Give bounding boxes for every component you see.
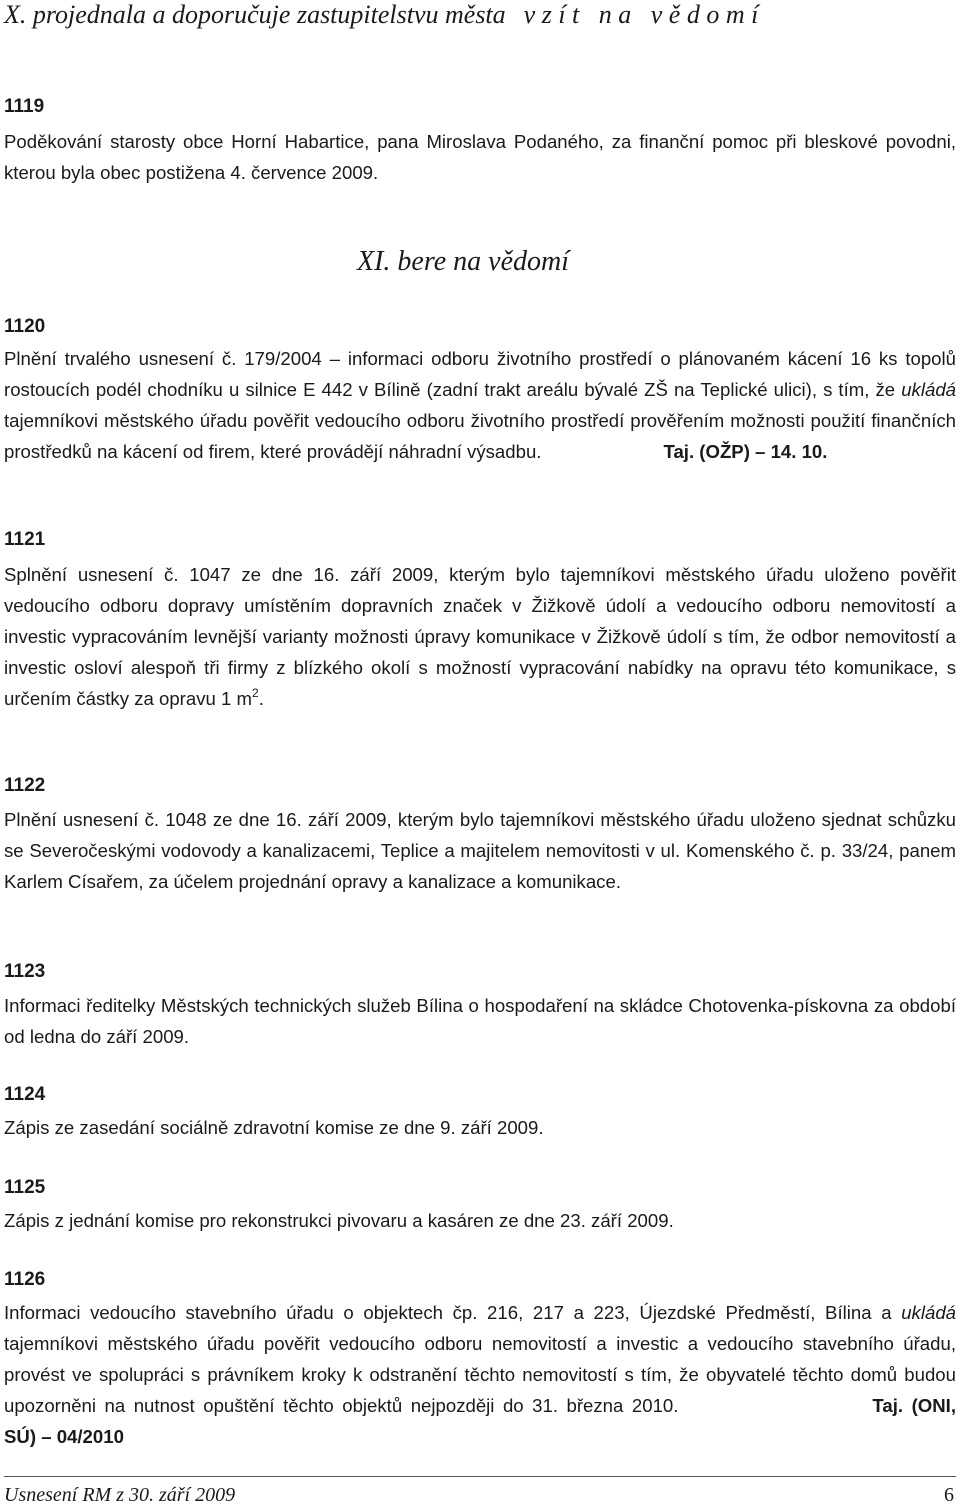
item-1126-deadline: Taj. (ONI, SÚ) – 04/2010 (4, 1395, 957, 1447)
item-text-1119 (4, 126, 956, 188)
item-1124-body: Zápis ze zasedání sociálně zdravotní komise ze dne 9. září 2009. (4, 1117, 544, 1138)
item-text-1124 (4, 1112, 956, 1143)
item-1120-body-a: Plnění trvalého usnesení č. 179/2004 – informaci odboru životního prostředí o plánovaném kácení 16 ks topolů rostoucích podél chodníku u silnice E 442 v Bílině (zadní trakt areálu bývalé ZŠ na Teplické ulici), s tím, že (4, 348, 956, 400)
item-1121-end: . (258, 688, 264, 709)
section-x-label: X. projednala a doporučuje zastupitelstvu města (4, 0, 506, 29)
item-text-1121 (4, 559, 956, 714)
section-x-tail: vzít na vědomí (523, 0, 765, 29)
section-x-heading (4, 0, 765, 30)
item-text-1120 (4, 343, 956, 467)
item-number-1126: 1126 (4, 1269, 46, 1290)
item-text-1126 (4, 1297, 956, 1452)
item-number-1121: 1121 (4, 529, 46, 550)
item-1121-superscript: 2 (252, 686, 259, 700)
item-number-1120: 1120 (4, 316, 46, 337)
item-1125-body: Zápis z jednání komise pro rekonstrukci pivovaru a kasáren ze dne 23. září 2009. (4, 1210, 674, 1231)
item-1123-body: Informaci ředitelky Městských technických služeb Bílina o hospodaření na skládce Chotovenka-pískovna za období od ledna do září 2009. (4, 995, 956, 1047)
item-1126-body-b: tajemníkovi městského úřadu pověřit vedoucího odboru nemovitostí a investic a vedoucího stavebního úřadu, provést ve spolupráci s právníkem kroky k odstranění těchto nemovitostí s tím, že obyvatelé těchto domů budou upozorněni na nutnost opuštění těchto objektů nejpozději do 31. března 2010. (4, 1333, 956, 1416)
item-1122-body: Plnění usnesení č. 1048 ze dne 16. září 2009, kterým bylo tajemníkovi městského úřadu uloženo sjednat schůzku se Severočeskými vodovody a kanalizacemi, Teplice a majitelem nemovitosti v ul. Komenského č. p. 33/24, panem Karlem Císařem, za účelem projednání opravy a kanalizace a komunikace. (4, 809, 956, 892)
item-1120-emphasis: ukládá (901, 379, 957, 400)
item-text-1125 (4, 1205, 956, 1236)
item-number-1119: 1119 (4, 96, 45, 117)
item-1126-emphasis: ukládá (901, 1302, 957, 1323)
item-1126-body-a: Informaci vedoucího stavebního úřadu o objektech čp. 216, 217 a 223, Újezdské Předměstí, Bílina a (4, 1302, 892, 1323)
section-xi-heading: XI. bere na vědomí (357, 246, 569, 277)
item-1121-body: Splnění usnesení č. 1047 ze dne 16. září 2009, kterým bylo tajemníkovi městského úřadu uloženo pověřit vedoucího odboru dopravy umístěním dopravních značek v Žižkově údolí a vedoucího odboru nemovitostí a investic vypracováním levnější varianty možnosti úpravy komunikace v Žižkově údolí s tím, že odbor nemovitostí a investic osloví alespoň tři firmy z blízkého okolí s možností vypracování nabídky na opravu této komunikace, s určením částky za opravu 1 m (4, 564, 956, 709)
item-number-1124: 1124 (4, 1084, 46, 1105)
footer-title: Usnesení RM z 30. září 2009 (4, 1484, 236, 1506)
page-number: 6 (944, 1484, 954, 1506)
footer-divider (4, 1476, 956, 1477)
item-1119-body: Poděkování starosty obce Horní Habartice, pana Miroslava Podaného, za finanční pomoc při bleskové povodni, kterou byla obec postižena 4. července 2009. (4, 131, 956, 183)
item-text-1122 (4, 804, 956, 897)
item-number-1122: 1122 (4, 775, 46, 796)
item-number-1123: 1123 (4, 961, 46, 982)
item-text-1123 (4, 990, 956, 1052)
item-1120-deadline: Taj. (OŽP) – 14. 10. (663, 441, 828, 462)
item-1120-body-b: tajemníkovi městského úřadu pověřit vedoucího odboru životního prostředí prověřením možnosti použití finančních prostředků na kácení od firem, které provádějí náhradní výsadbu. (4, 410, 956, 462)
item-number-1125: 1125 (4, 1177, 46, 1198)
